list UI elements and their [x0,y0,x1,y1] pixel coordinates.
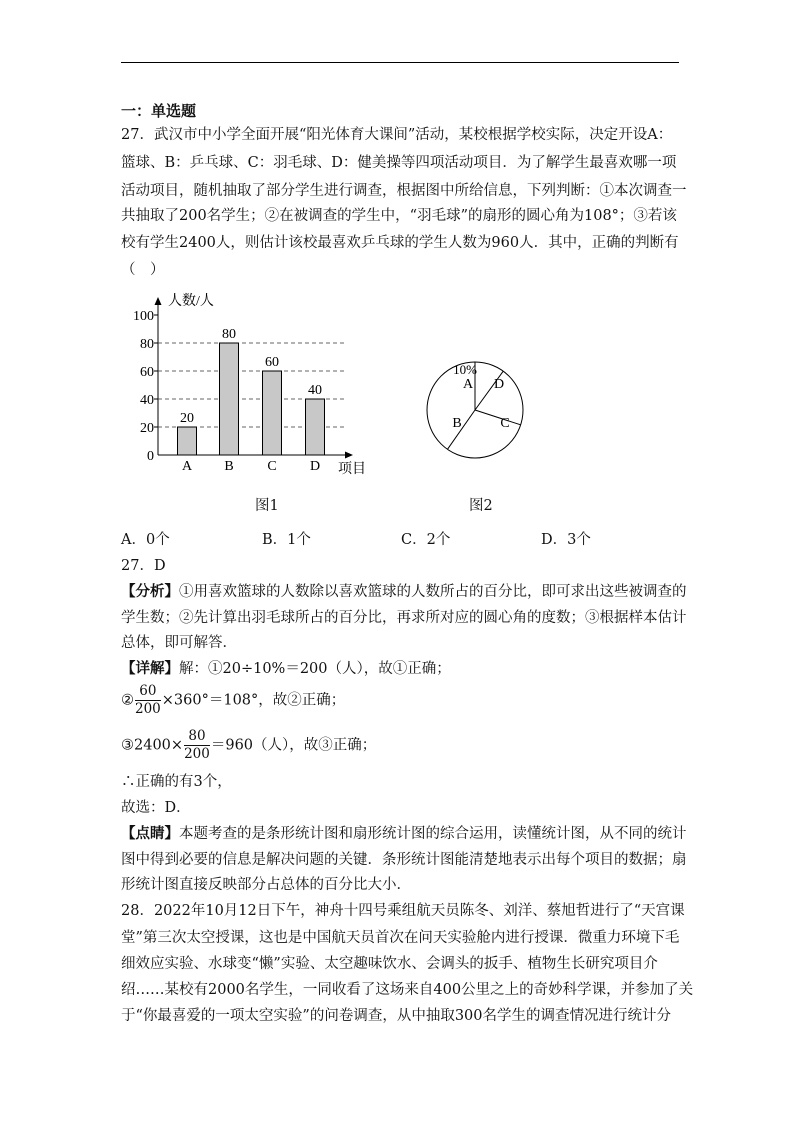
bar-B [220,343,239,455]
comment-tag: 【点睛】 [121,825,179,842]
q28-line-1: 28．2022年10月12日下午，神舟十四号乘组航天员陈冬、刘洋、蔡旭哲进行了“天宫课 [121,903,685,919]
step3-denominator: 200 [184,746,210,762]
x-tick-label-B: B [224,459,234,474]
x-axis-arrow [345,452,353,459]
bar-label-C: 60 [265,355,279,370]
detail-step-2 [121,683,345,718]
analysis-text-1: ①用喜欢篮球的人数除以喜欢篮球的人数所占的百分比，即可求出这些被调查的 [179,584,687,600]
detail-line-1 [121,659,451,679]
conclusion: ∴正确的有3个， [121,774,232,790]
q27-line-3: 活动项目，随机抽取了部分学生进行调查，根据图中所给信息，下列判断：①本次调查一 [121,183,687,199]
q28-line-2: 堂”第三次太空授课，这也是中国航天员首次在问天实验舱内进行授课．微重力环境下毛 [121,930,680,946]
analysis-line-2: 学生数；②先计算出羽毛球所占的百分比，再求所对应的圆心角的度数；③根据样本估计 [121,610,687,626]
x-axis-label: 项目 [338,462,366,477]
pie-label-A: A [462,377,474,392]
q27-line-1: 27．武汉市中小学全面开展“阳光体育大课间”活动，某校根据学校实际，决定开设A： [121,127,673,143]
q28-line-5: 于“你最喜爱的一项太空实验”的问卷调查，从中抽取300名学生的调查情况进行统计分 [121,1008,671,1024]
x-tick-label-C: C [267,459,277,474]
y-axis-arrow [155,297,162,305]
detail-step-3 [121,728,376,763]
bar-D [306,399,325,455]
option-b: B．1个 [262,532,311,548]
step3-rest: ＝960（人），故③正确； [210,737,377,754]
fig1-caption: 图1 [255,498,279,514]
header-rule [121,62,679,63]
q28-line-3: 细效应实验、水球变“懒”实验、太空趣味饮水、会调头的扳手、植物生长研究项目介 [121,956,658,972]
step3-prefix: ③2400× [121,737,184,754]
step2-numerator: 60 [135,683,161,701]
comment-text-1: 本题考查的是条形统计图和扇形统计图的综合运用，读懂统计图，从不同的统计 [179,826,687,842]
comment-line-3: 形统计图直接反映部分占总体的百分比大小． [121,877,411,893]
pie-label-C: C [500,416,510,431]
option-c: C．2个 [401,532,451,548]
analysis-line-1 [121,582,687,602]
q27-line-5: 校有学生2400人，则估计该校最喜欢乒乓球的学生人数为960人．其中，正确的判断有 [121,235,679,251]
step2-denominator: 200 [135,701,161,717]
y-tick-label: 20 [140,421,154,436]
pie-chart [420,355,530,465]
step2-prefix: ② [121,692,134,709]
detail-text-1: 解：①20÷10%＝200（人），故①正确； [179,661,451,677]
comment-line-1 [121,824,687,844]
y-tick-label: 60 [140,365,154,380]
y-tick-label: 0 [147,449,154,464]
step2-fraction [135,683,161,718]
y-tick-label: 80 [140,337,154,352]
bar-A [178,427,197,455]
step2-rest: ×360°＝108°，故②正确； [161,692,346,709]
answer-number: 27．D [121,558,166,574]
step3-numerator: 80 [184,728,210,746]
y-tick-label: 100 [133,309,154,324]
x-tick-label-A: A [181,459,193,474]
q27-line-2: 篮球、B：乒乓球、C：羽毛球、D：健美操等四项活动项目．为了解学生最喜欢哪一项 [121,155,677,171]
y-tick-label: 40 [140,393,154,408]
y-axis-label: 人数/人 [168,294,214,309]
x-tick-label-D: D [309,459,321,474]
comment-line-2: 图中得到必要的信息是解决问题的关键．条形统计图能清楚地表示出每个项目的数据；扇 [121,852,687,868]
bar-label-D: 40 [308,383,322,398]
pie-label-D: D [493,377,505,392]
q28-line-4: 绍……某校有2000名学生，一同收看了这场来自400公里之上的奇妙科学课，并参加了关 [121,982,694,998]
pie-label-B: B [452,416,462,431]
fig2-caption: 图2 [469,498,493,514]
bar-C [263,371,282,455]
option-d: D．3个 [541,532,591,548]
analysis-line-3: 总体，即可解答． [121,635,237,651]
bar-chart [120,285,380,485]
analysis-tag: 【分析】 [121,583,179,600]
bar-label-A: 20 [180,411,194,426]
section-title: 一：单选题 [121,102,197,120]
q27-line-4: 共抽取了200名学生；②在被调查的学生中，“羽毛球”的扇形的圆心角为108°；③若该 [121,208,677,224]
q27-line-6: （ ） [121,262,165,278]
bar-label-B: 80 [222,327,236,342]
detail-tag: 【详解】 [121,660,179,677]
step3-fraction [184,728,210,763]
pie-percent-A: 10% [453,362,477,377]
option-a: A．0个 [121,532,170,548]
final-choice: 故选：D． [121,800,191,816]
